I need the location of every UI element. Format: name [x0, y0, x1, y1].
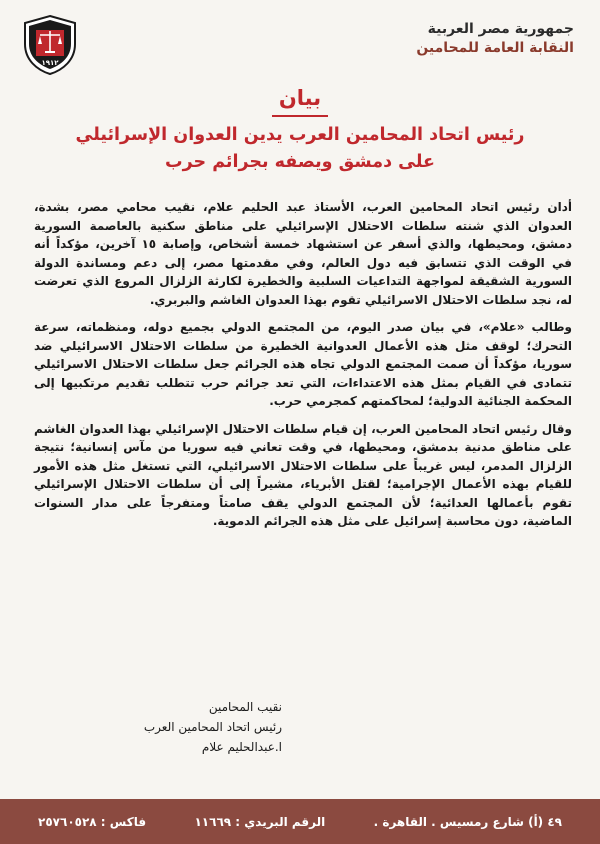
organization-header — [416, 20, 574, 58]
signature-name: ا.عبدالحليم علام — [201, 740, 282, 754]
body-paragraph-3: وقال رئيس اتحاد المحامين العرب، إن قيام سلطات الاحتلال الإسرائيلي بهذا العدوان الغاشم على مناطق مدنية بدمشق، ومحيطها، في وقت تعاني فيه سوريا من مآس إنسانية؛ نتيجة الزلزال المدمر، ليس غريباً على سلطات الاحتلال الاسرائيلي، التي تستغل مثل هذه الأمور للقيام بهذه الأعمال الإجرامية؛ لقتل الأبرياء، مشيراً إلى أن سلطات الاحتلال الإسرائيلي تقوم بأعمالها العدائية؛ لأن المجتمع الدولي يقف صامتاً ومتفرجاً على مدار السنوات الماضية، دون محاسبة إسرائيل على مثل هذه الجرائم الدموية. — [34, 421, 572, 528]
footer-address: ٤٩ (أ) شارع رمسيس . القاهرة . — [373, 814, 562, 829]
signature-title-1: نقيب المحامين — [208, 700, 282, 714]
footer-fax: فاكس : ٢٥٧٦٠٥٢٨ — [38, 814, 147, 829]
body-paragraph-2: وطالب «علام»، في بيان صدر اليوم، من المجتمع الدولي بجميع دوله، ومنظماته، سرعة التحرك؛ لوقف مثل هذه الأعمال العدوانية الخطيرة من سلطات الاحتلال الاسرائيلي ضد سوريا، مؤكداً أن صمت المجتمع الدولي تجاه هذه الجرائم جعل سلطات الاحتلال الاسرائيلي تتمادى في القيام بمثل هذه الاعتداءات، التي تعد جرائم حرب تتطلب تقديم مرتكبيها إلى المحكمة الجنائية الدولية؛ لمحاكمتهم كمجرمي حرب. — [34, 320, 572, 408]
heading-underline — [272, 115, 328, 117]
headline-line-2: على دمشق ويصفه بجرائم حرب — [165, 152, 435, 172]
logo-year: ١٩١٢ — [41, 59, 59, 67]
statement-heading: بيان — [278, 86, 322, 110]
country-name: جمهورية مصر العربية — [427, 21, 574, 37]
signature-title-2: رئيس اتحاد المحامين العرب — [143, 720, 282, 734]
body-paragraph-1: أدان رئيس اتحاد المحامين العرب، الأستاذ عبد الحليم علام، نقيب محامي مصر، بشدة، العدوان الذي شنته سلطات الاحتلال الإسرائيلي على مناطق سكنية بالعاصمة السورية دمشق، ومحيطها، والذي أسفر عن استشهاد خمسة أشخاص، وإصابة ١٥ آخرين، مؤكداً أنه في الوقت الذي تتسابق فيه دول العالم، وفي مقدمتها مصر، إلى دعم ومساندة الدولة السورية الشقيقة لمواجهة التداعيات السلبية والخطيرة لكارثة الزلزال المروع الذي تعرضت له، نجد سلطات الاحتلال الاسرائيلي تقوم بهذا العدوان الغاشم والبربري. — [34, 200, 573, 307]
syndicate-name: النقابة العامة للمحامين — [416, 40, 574, 56]
letterhead-footer — [0, 799, 600, 844]
signature-block — [144, 697, 282, 757]
headline-line-1: رئيس اتحاد المحامين العرب يدين العدوان الإسرائيلي — [75, 125, 525, 145]
statement-headline — [30, 122, 570, 176]
footer-postal-code: الرقم البريدي : ١١٦٦٩ — [194, 814, 326, 829]
statement-body — [34, 198, 572, 531]
scales-emblem-icon — [22, 14, 78, 76]
syndicate-logo — [22, 14, 78, 76]
